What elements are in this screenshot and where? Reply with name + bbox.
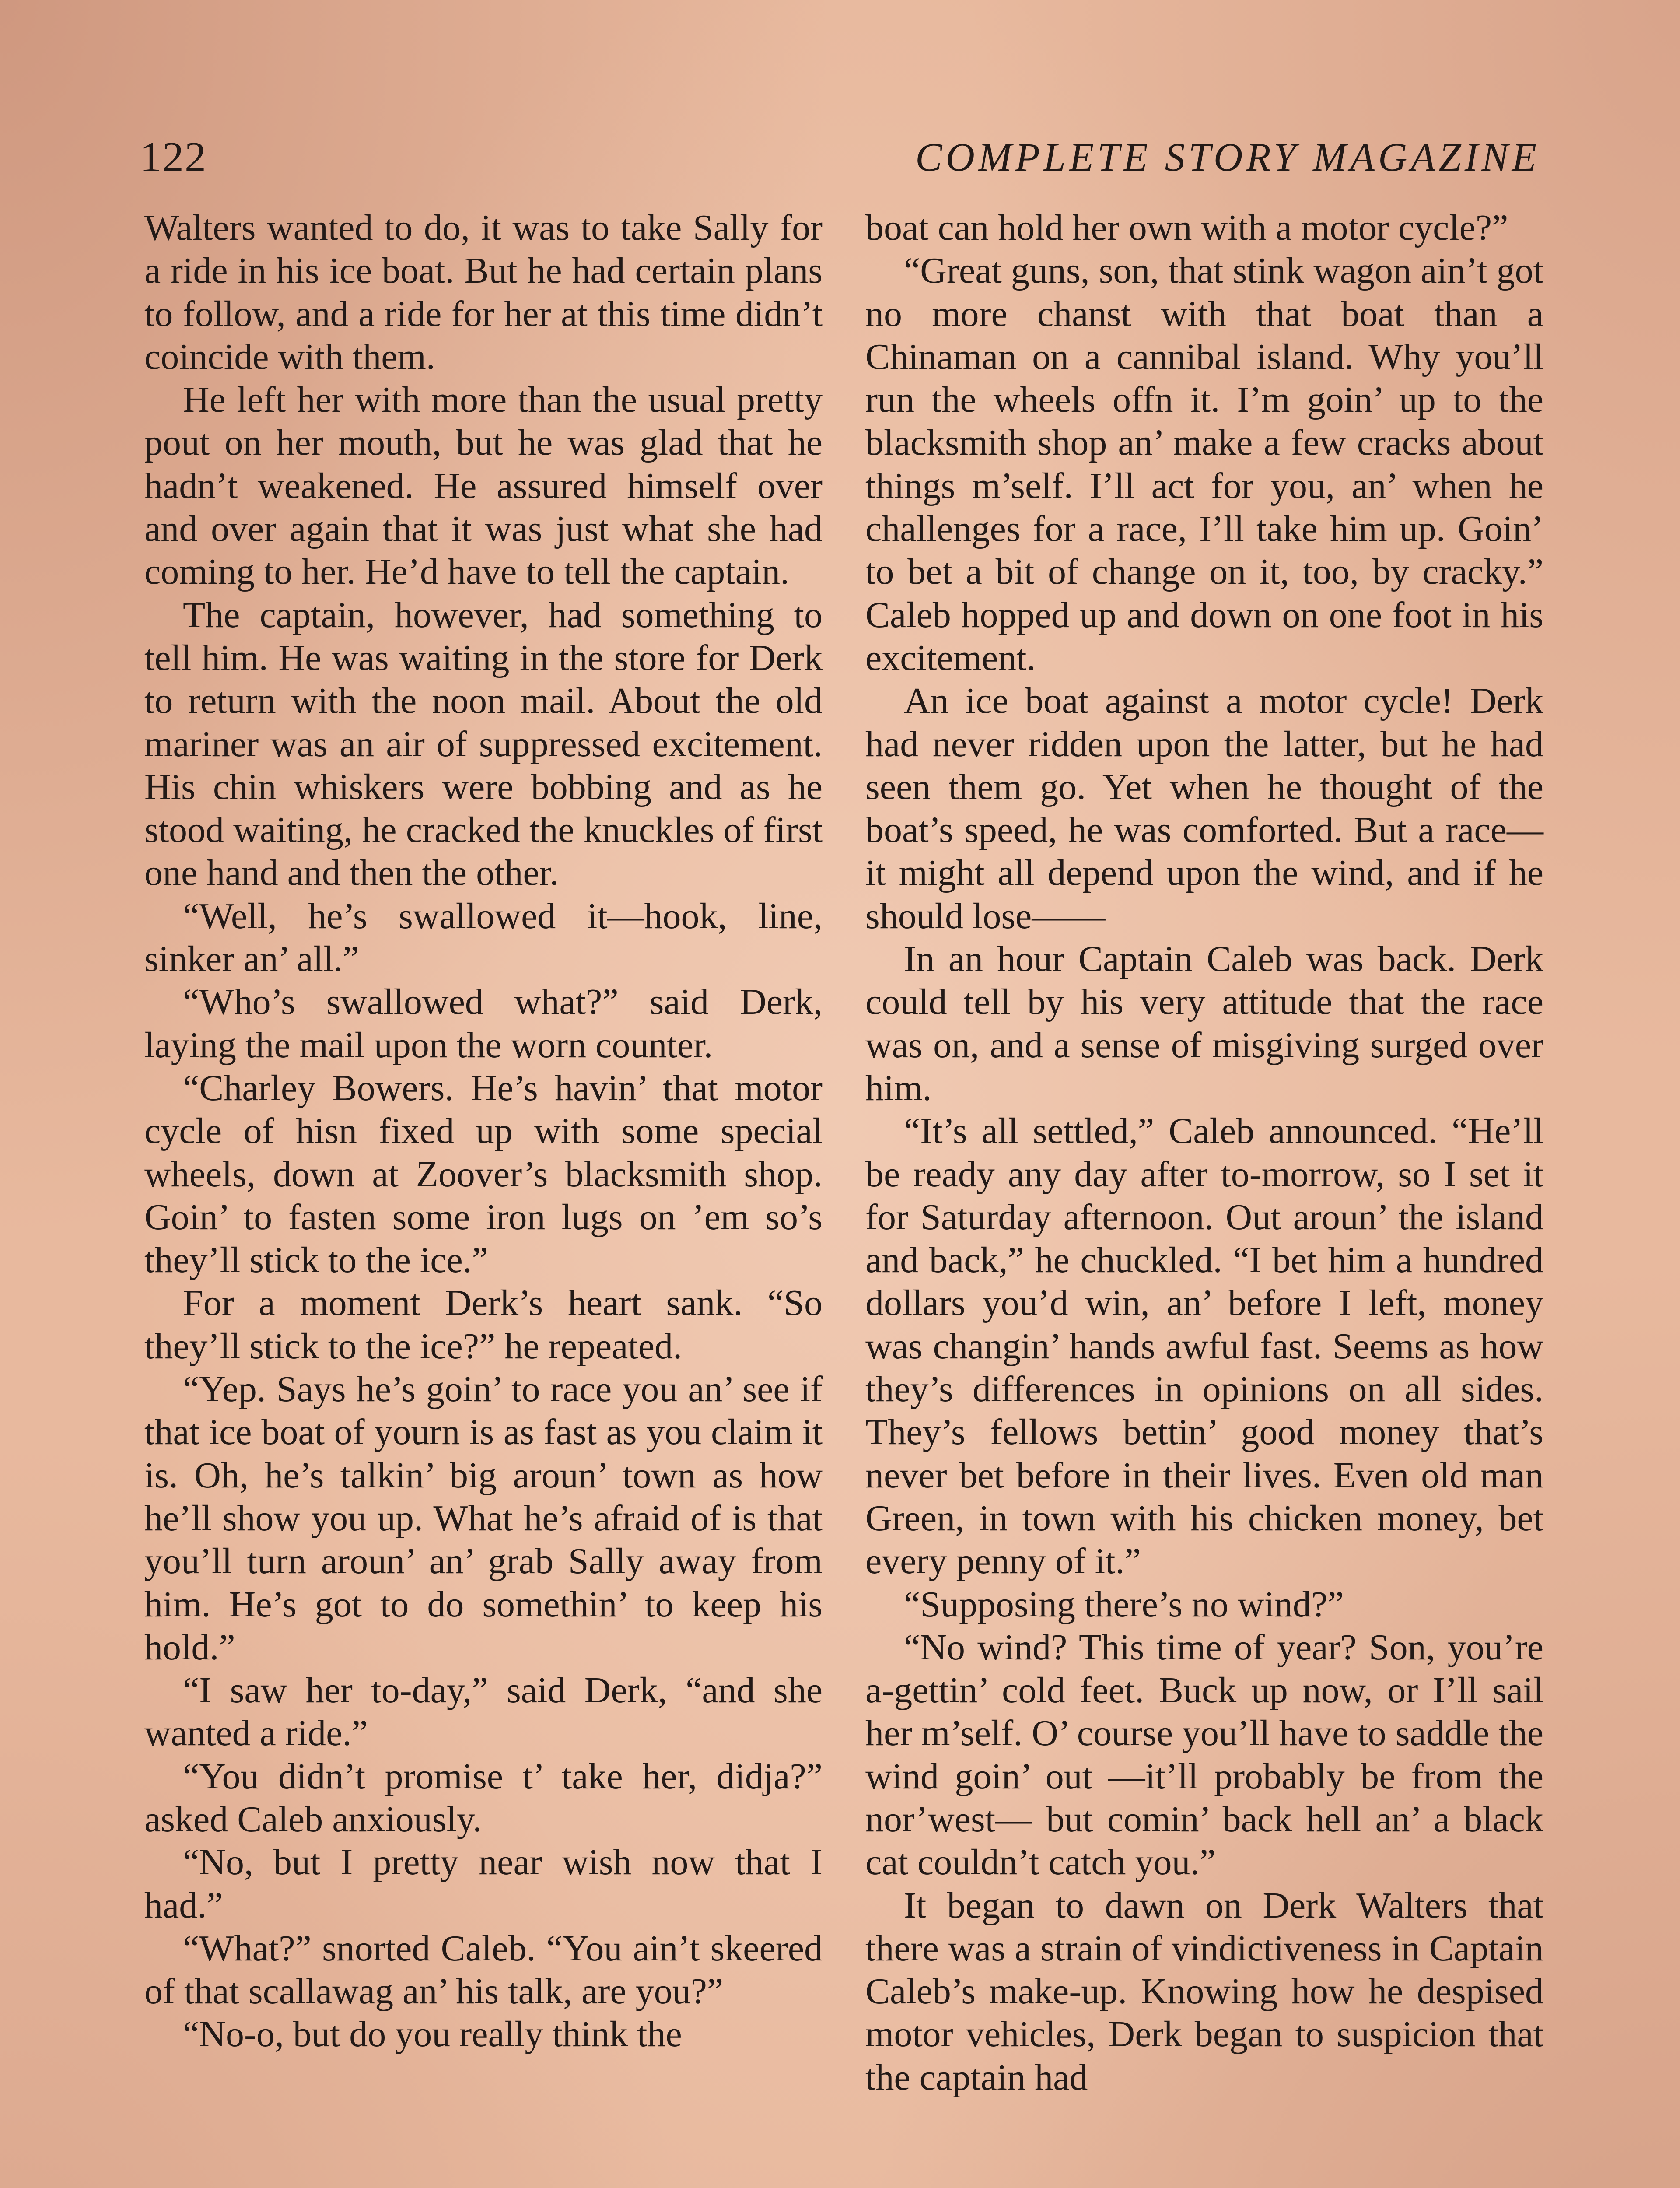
paragraph: In an hour Captain Caleb was back. Derk could tell by his very attitude that the race was on, and a sense of misgiving surged over him. [865, 939, 1544, 1108]
paragraph: “Charley Bowers. He’s havin’ that motor cycle of hisn fixed up with some special wheels, down at Zoover’s blacksmith shop. Goin’ to fasten some iron lugs on ’em so’s they’ll stick to the ice.” [144, 1067, 822, 1281]
paragraph: Walters wanted to do, it was to take Sally for a ride in his ice boat. But he had certain plans to follow, and a ride for her at this time didn’t coincide with them. [144, 207, 822, 377]
paragraph: “Great guns, son, that stink wagon ain’t got no more chanst with that boat than a Chinaman on a cannibal island. Why you’ll run the wheels offn it. I’m goin’ up to the blacksmith shop an’ make a few cracks about things m’self. I’ll act for you, an’ when he challenges for a race, I’ll take him up. Goin’ to bet a bit of change on it, too, by cracky.” Caleb hopped up and down on one foot in his excitement. [865, 250, 1544, 678]
paragraph: The captain, however, had something to tell him. He was waiting in the store for Derk to return with the noon mail. About the old mariner was an air of suppressed excitement. His chin whiskers were bobbing and as he stood waiting, he cracked the knuckles of first one hand and then the other. [144, 594, 822, 894]
paragraph: “No, but I pretty near wish now that I had.” [144, 1842, 822, 1926]
paragraph: “I saw her to-day,” said Derk, “and she wanted a ride.” [144, 1670, 822, 1754]
paragraph: For a moment Derk’s heart sank. “So they’ll stick to the ice?” he repeated. [144, 1283, 822, 1367]
page-number: 122 [140, 133, 207, 181]
paragraph: “No-o, but do you really think the [183, 2014, 682, 2055]
paragraph: He left her with more than the usual pretty pout on her mouth, but he was glad that he hadn’t weakened. He assured himself over and over again that it was just what she had coming to her. He’d have to tell the captain. [144, 379, 822, 593]
paragraph: “No wind? This time of year? Son, you’re a-gettin’ cold feet. Buck up now, or I’ll sail her m’self. O’ course you’ll have to saddle the wind goin’ out —it’ll probably be from the nor’west— but comin’ back hell an’ a black cat couldn’t catch you.” [865, 1627, 1544, 1883]
paragraph: boat can hold her own with a motor cycle?” [865, 207, 1508, 248]
paragraph: An ice boat against a motor cycle! Derk had never ridden upon the latter, but he had seen them go. Yet when he thought of the boat’s speed, he was comforted. But a race—it might all depend upon the wind, and if he should lose—— [865, 680, 1544, 936]
paragraph: “Well, he’s swallowed it—hook, line, sinker an’ all.” [144, 895, 822, 980]
paragraph: “Yep. Says he’s goin’ to race you an’ see if that ice boat of yourn is as fast as you claim it is. Oh, he’s talkin’ big aroun’ town as how he’ll show you up. What he’s afraid of is that you’ll turn aroun’ an’ grab Sally away from him. He’s got to do somethin’ to keep his hold.” [144, 1369, 822, 1668]
paragraph: “What?” snorted Caleb. “You ain’t skeered of that scallawag an’ his talk, are you?” [144, 1928, 822, 2012]
magazine-title: COMPLETE STORY MAGAZINE [915, 135, 1540, 179]
paragraph: “Who’s swallowed what?” said Derk, laying the mail upon the worn counter. [144, 982, 822, 1066]
text-column-left [144, 207, 822, 2056]
paragraph: “You didn’t promise t’ take her, didja?” asked Caleb anxiously. [144, 1756, 822, 1840]
page-header [140, 124, 1540, 190]
paragraph: “It’s all settled,” Caleb announced. “He’ll be ready any day after to-morrow, so I set it for Saturday afternoon. Out aroun’ the island and back,” he chuckled. “I bet him a hundred dollars you’d win, an’ before I left, money was changin’ hands awful fast. Seems as how they’s differences in opinions on all sides. They’s fellows bettin’ good money that’s never bet before in their lives. Even old man Green, in town with his chicken money, bet every penny of it.” [865, 1111, 1544, 1582]
paragraph: “Supposing there’s no wind?” [904, 1584, 1344, 1625]
text-column-right [865, 207, 1544, 2099]
paragraph: It began to dawn on Derk Walters that there was a strain of vindictiveness in Captain Caleb’s make-up. Knowing how he despised motor vehicles, Derk began to suspicion that the captain had [865, 1885, 1544, 2098]
